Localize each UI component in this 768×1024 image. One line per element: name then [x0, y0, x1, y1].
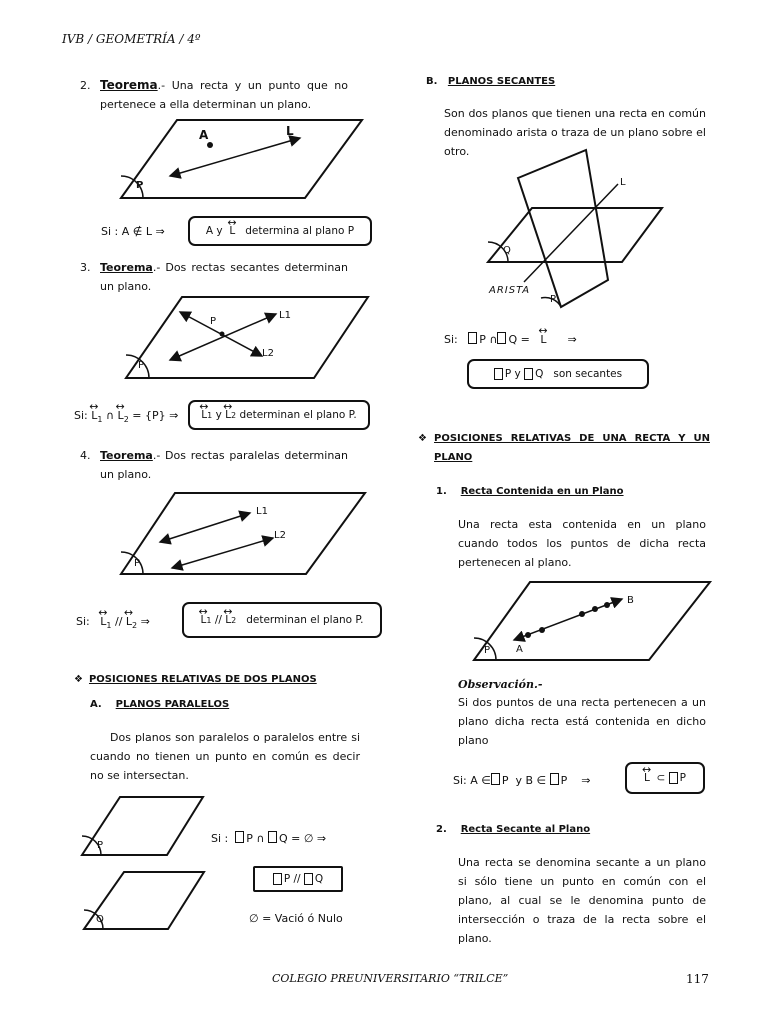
theorem-2-number: 2. — [80, 79, 91, 92]
secant-condition — [444, 330, 577, 349]
secant-cond-pre: Si: — [444, 333, 458, 346]
theorem-3-number: 3. — [80, 261, 91, 274]
subsection-secant-num: B. — [426, 76, 438, 87]
t4-label-l2: L2 — [274, 530, 286, 541]
plane-symbol-icon — [669, 772, 678, 784]
bullet-icon: ❖ — [74, 674, 83, 685]
t4-box-par: // — [214, 614, 222, 626]
plane-symbol-icon — [550, 773, 559, 785]
contained-label-a: A — [516, 644, 523, 655]
contained-cond-imp: ⇒ — [581, 774, 591, 787]
secant-cond-p: P — [479, 333, 486, 346]
t3-box-s1: 1 — [207, 410, 213, 420]
page-header: IVB / GEOMETRÍA / 4º — [62, 32, 201, 46]
parallel-condition — [211, 829, 326, 848]
t2-box-line: ↔ L — [229, 225, 235, 237]
secant-label-p: P — [550, 294, 557, 305]
secant-label-arista: ARISTA — [489, 285, 531, 296]
figure-theorem-2 — [121, 120, 362, 198]
contained-cond-pre: Si: A ∈ — [453, 774, 491, 787]
plane-symbol-icon — [494, 368, 503, 380]
t3-box-l1: ↔ L — [201, 409, 207, 421]
t2-result-box — [188, 216, 372, 246]
t3-label-plane: P — [138, 360, 145, 371]
secant-cond-cap: ∩ — [489, 333, 498, 346]
t4-cond-imp: ⇒ — [140, 615, 150, 628]
section-two-planes-title: POSICIONES RELATIVAS DE DOS PLANOS — [88, 674, 317, 685]
parallel-cond-post: = ∅ ⇒ — [291, 832, 327, 845]
subsection-secant — [426, 72, 555, 91]
secant-line-text: Una recta se denomina secante a un plano si sólo tiene un punto en común con el plano, al cual se le denomina punto de intersección o traza de la recta sobre el plano. — [458, 856, 706, 945]
theorem-2-title: Teorema — [100, 78, 158, 92]
bullet-icon: ❖ — [418, 433, 427, 444]
subsection-parallel-title: PLANOS PARALELOS — [115, 699, 230, 710]
t4-result-box — [182, 602, 382, 638]
plane-symbol-icon — [468, 332, 477, 344]
secant-box-post: son secantes — [553, 368, 623, 380]
t4-cond-l1: ↔ L — [100, 612, 106, 631]
secant-box-p: P — [504, 368, 512, 380]
empty-set-note: ∅ = Vació ó Nulo — [249, 912, 343, 925]
observation-text: Si dos puntos de una recta pertenecen a un plano dicha recta está contenida en dicho plano — [458, 696, 706, 747]
t4-box-l1: ↔ L — [201, 614, 207, 626]
parallel-cond-pre: Si : — [211, 832, 229, 845]
theorem-4-title: Teorema — [100, 449, 153, 462]
theorem-3-text: .- Dos rectas secantes determinan un plano. — [100, 261, 348, 293]
plane-symbol-icon — [491, 773, 500, 785]
subsection-contained — [436, 482, 624, 501]
t2-box-post: determina al plano P — [245, 225, 355, 237]
t3-label-l2: L2 — [262, 348, 274, 359]
t3-box-y: y — [215, 409, 222, 421]
figure-line-in-plane — [474, 582, 710, 660]
secant-cond-l: ↔ L — [540, 330, 546, 349]
plane-symbol-icon — [235, 831, 244, 843]
t4-condition — [76, 612, 150, 635]
t3-box-s2: 2 — [231, 410, 237, 420]
plane-symbol-icon — [273, 873, 282, 885]
parallel-label-q: Q — [96, 914, 104, 925]
t4-cond-s1: 1 — [106, 621, 112, 631]
t3-cond-l1: ↔ L — [91, 406, 97, 425]
contained-box-p: P — [679, 772, 687, 784]
secant-result-box — [467, 359, 649, 389]
subsection-contained-num: 1. — [436, 486, 447, 497]
subsection-secant-line-title: Recta Secante al Plano — [460, 824, 591, 835]
section-line-plane — [418, 429, 710, 467]
parallel-text: Dos planos son paralelos o paralelos entre si cuando no tienen un punto en común es decir no se intersectan. — [90, 731, 360, 782]
t2-label-plane: P — [136, 180, 144, 191]
secant-label-q: Q — [503, 245, 511, 256]
t4-cond-par: // — [114, 615, 123, 628]
contained-cond-p1: P — [501, 774, 509, 787]
subsection-secant-title: PLANOS SECANTES — [447, 76, 556, 87]
subsection-parallel — [90, 695, 229, 714]
theorem-4-text: .- Dos rectas paralelas determinan un plano. — [100, 449, 348, 481]
t2-label-line: L — [286, 124, 294, 138]
secant-text: Son dos planos que tienen una recta en común denominado arista o traza de un plano sobre el otro. — [444, 107, 706, 158]
figure-parallel-planes — [82, 797, 204, 929]
subsection-parallel-num: A. — [90, 699, 102, 710]
plane-symbol-icon — [524, 368, 533, 380]
theorem-3-title: Teorema — [100, 261, 153, 274]
page-footer: COLEGIO PREUNIVERSITARIO “TRILCE” — [272, 972, 509, 985]
t4-box-s2: 2 — [231, 615, 237, 625]
t3-box-post: determinan el plano P. — [239, 409, 357, 421]
contained-label-p: P — [484, 645, 491, 656]
contained-text: Una recta esta contenida en un plano cuando todos los puntos de dicha recta pertenecen al plano. — [458, 518, 706, 569]
plane-symbol-icon — [304, 873, 313, 885]
t3-cond-eq: = {P} ⇒ — [132, 409, 179, 422]
figure-secant-planes — [488, 150, 662, 307]
subsection-secant-line-num: 2. — [436, 824, 447, 835]
figure-theorem-3 — [126, 297, 368, 378]
section-line-plane-title: POSICIONES RELATIVAS DE UNA RECTA Y UN PLANO — [434, 433, 710, 463]
secant-box-q: Q — [535, 368, 544, 380]
secant-label-l: L — [620, 177, 626, 188]
t4-cond-pre: Si: — [76, 615, 90, 628]
t3-condition — [74, 406, 178, 429]
parallel-label-p: P — [97, 840, 104, 851]
t4-cond-s2: 2 — [132, 621, 138, 631]
plane-symbol-icon — [497, 332, 506, 344]
t3-cond-s1: 1 — [97, 415, 103, 425]
contained-label-b: B — [627, 595, 634, 606]
subsection-secant-line — [436, 820, 590, 839]
parallel-cond-p: P — [246, 832, 253, 845]
t4-label-plane: P — [134, 558, 141, 569]
contained-box-l: ↔ L — [644, 772, 650, 784]
t4-box-post: determinan el plano P. — [246, 614, 364, 626]
parallel-cond-q: Q — [278, 832, 288, 845]
parallel-box-q: Q — [314, 873, 324, 885]
parallel-result-box — [253, 866, 343, 892]
t3-result-box — [188, 400, 370, 430]
theorem-3 — [80, 258, 348, 296]
t3-label-point: P — [210, 316, 217, 327]
contained-box-sub: ⊂ — [656, 772, 666, 784]
t2-box-pre: A y — [205, 225, 223, 237]
parallel-cond-cap: ∩ — [256, 832, 265, 845]
t3-box-l2: ↔ L — [225, 409, 231, 421]
contained-result-box — [625, 762, 705, 794]
page-number: 117 — [686, 972, 709, 986]
t2-label-point: A — [199, 128, 209, 142]
secant-box-y: y — [514, 368, 521, 380]
t2-condition: Si : A ∉ L ⇒ — [101, 225, 165, 238]
t4-box-l2: ↔ L — [225, 614, 231, 626]
secant-cond-imp: ⇒ — [567, 333, 577, 346]
secant-cond-q: Q — [508, 333, 518, 346]
theorem-4-number: 4. — [80, 449, 91, 462]
section-two-planes — [74, 670, 317, 689]
t4-cond-l2: ↔ L — [126, 612, 132, 631]
t3-cond-pre: Si: — [74, 409, 88, 422]
t3-cond-cap: ∩ — [105, 409, 115, 422]
parallel-box-par: // — [293, 873, 301, 885]
subsection-contained-title: Recta Contenida en un Plano — [460, 486, 624, 497]
t4-box-s1: 1 — [206, 615, 212, 625]
t3-cond-l2: ↔ L — [118, 406, 124, 425]
theorem-4 — [80, 446, 348, 484]
figure-theorem-4 — [121, 493, 365, 574]
contained-condition — [453, 771, 591, 790]
theorem-2-text: .- Una recta y un punto que no pertenece a ella determinan un plano. — [100, 79, 348, 111]
t3-label-l1: L1 — [279, 310, 291, 321]
contained-cond-p2: P — [560, 774, 568, 787]
secant-cond-eq: = — [520, 333, 530, 346]
parallel-box-p: P — [283, 873, 291, 885]
plane-symbol-icon — [268, 831, 277, 843]
contained-cond-y: y B ∈ — [515, 774, 547, 787]
t4-label-l1: L1 — [256, 506, 268, 517]
observation-title: Observación.- — [458, 678, 543, 691]
t3-cond-s2: 2 — [123, 415, 129, 425]
